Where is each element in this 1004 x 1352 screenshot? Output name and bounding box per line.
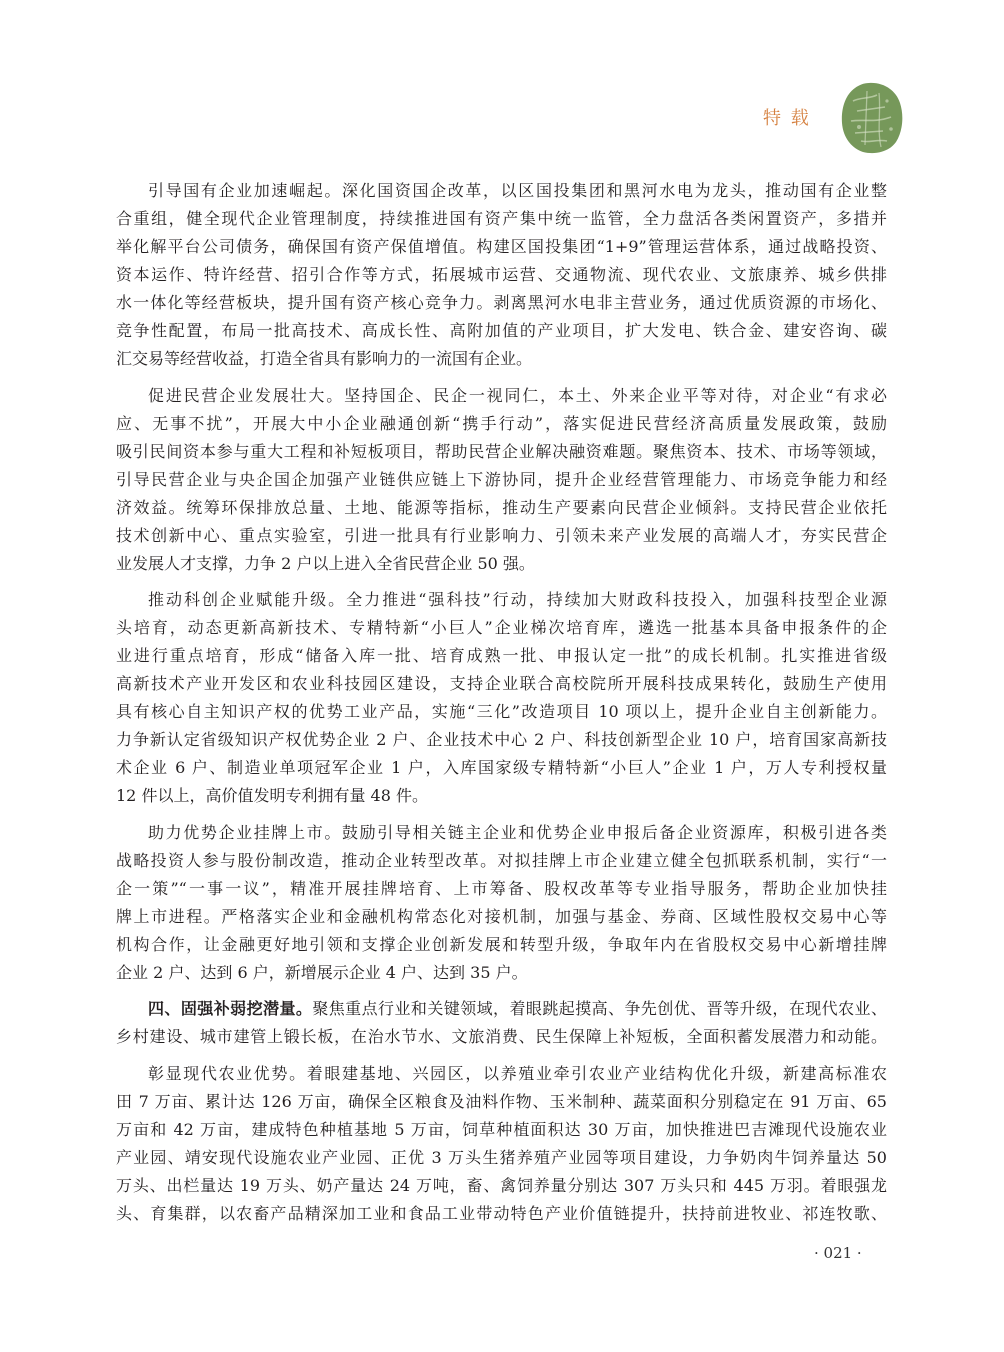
text-line: 乡村建设、城市建管上锻长板，在治水节水、文旅消费、民生保障上补短板，全面积蓄发展潜力和动能。	[116, 1027, 887, 1046]
text-line: 企业 2 户、达到 6 户，新增展示企业 4 户、达到 35 户。	[116, 962, 528, 982]
text-line: 汇交易等经营收益，打造全省具有影响力的一流国有企业。	[116, 349, 533, 368]
paragraph	[116, 177, 887, 373]
text-run: 聚焦重点行业和关键领域，着眼跳起摸高、争先创优、晋等升级，在现代农业、	[312, 999, 887, 1018]
text-line: 引导民营企业与央企国企加强产业链供应链上下游协同，提升企业经营管理能力、市场竞争能力和经	[116, 469, 887, 489]
seal-logo-icon	[839, 81, 905, 155]
text-line: 头培育，动态更新高新技术、专精特新“小巨人”企业梯次培育库，遴选一批基本具备申报条件的企	[116, 618, 887, 637]
text-line: 促进民营企业发展壮大。坚持国企、民企一视同仁，本土、外来企业平等对待，对企业“有求必	[148, 385, 887, 405]
text-line: 牌上市进程。严格落实企业和金融机构常态化对接机制，加强与基金、券商、区域性股权交易中心等	[116, 906, 887, 926]
text-line: 机构合作，让金融更好地引领和支撑企业创新发展和转型升级，争取年内在省股权交易中心新增挂牌	[116, 934, 887, 954]
text-line: 吸引民间资本参与重大工程和补短板项目，帮助民营企业解决融资难题。聚焦资本、技术、市场等领域，	[116, 441, 887, 461]
text-line: 高新技术产业开发区和农业科技园区建设，支持企业联合高校院所开展科技成果转化，鼓励生产使用	[116, 674, 887, 693]
text-line: 竞争性配置，布局一批高技术、高成长性、高附加值的产业项目，扩大发电、铁合金、建安咨询、碳	[116, 321, 887, 340]
text-line: 12 件以上，高价值发明专利拥有量 48 件。	[116, 786, 428, 805]
text-line: 水一体化等经营板块，提升国有资产核心竞争力。剥离黑河水电非主营业务，通过优质资源的市场化、	[116, 293, 887, 312]
text-line: 具有核心自主知识产权的优势工业产品，实施“三化”改造项目 10 项以上，提升企业自主创新能力。	[116, 702, 887, 721]
section-title: 特 载	[763, 108, 811, 129]
section-heading: 四、固强补弱挖潜量。	[148, 999, 313, 1018]
text-line: 战略投资人参与股份制改造，推动企业转型改革。对拟挂牌上市企业建立健全包抓联系机制，实行“一	[116, 850, 887, 870]
text-line: 济效益。统筹环保排放总量、土地、能源等指标，推动生产要素向民营企业倾斜。支持民营企业依托	[116, 497, 887, 517]
text-line: 举化解平台公司债务，确保国有资产保值增值。构建区国投集团“1+9”管理运营体系，通过战略投资、	[116, 237, 887, 256]
text-line: 产业园、靖安现代设施农业产业园、正优 3 万头生猪养殖产业园等项目建设，力争奶肉牛饲养量达 50	[116, 1147, 887, 1167]
text-line: 企一策”“一事一议”，精准开展挂牌培育、上市筹备、股权改革等专业指导服务，帮助企业加快挂	[116, 878, 887, 898]
text-line: 技术创新中心、重点实验室，引进一批具有行业影响力、引领未来产业发展的高端人才，夯实民营企	[116, 525, 887, 545]
text-line: 力争新认定省级知识产权优势企业 2 户、企业技术中心 2 户、科技创新型企业 10 户，培育国家高新技	[116, 730, 887, 749]
text-line: 万亩和 42 万亩，建成特色种植基地 5 万亩，饲草种植面积达 30 万亩，加快推进巴吉滩现代设施农业	[116, 1119, 887, 1139]
text-line: 引导国有企业加速崛起。深化国资国企改革，以区国投集团和黑河水电为龙头，推动国有企业整	[148, 181, 887, 200]
text-line: 合重组，健全现代企业管理制度，持续推进国有资产集中统一监管，全力盘活各类闲置资产，多措并	[116, 209, 887, 228]
paragraph	[116, 1060, 887, 1228]
paragraph	[116, 586, 887, 810]
text-line: 彰显现代农业优势。着眼建基地、兴园区，以养殖业牵引农业产业结构优化升级，新建高标准农	[148, 1063, 887, 1083]
text-line: 田 7 万亩、累计达 126 万亩，确保全区粮食及油料作物、玉米制种、蔬菜面积分别稳定在 91 万亩、65	[116, 1091, 887, 1111]
text-line: 推动科创企业赋能升级。全力推进“强科技”行动，持续加大财政科技投入，加强科技型企业源	[148, 590, 887, 609]
text-line	[116, 995, 887, 1023]
paragraph	[116, 819, 887, 987]
text-line: 助力优势企业挂牌上市。鼓励引导相关链主企业和优势企业申报后备企业资源库，积极引进各类	[148, 822, 887, 842]
text-line: 业发展人才支撑，力争 2 户以上进入全省民营企业 50 强。	[116, 553, 535, 573]
text-line: 应、无事不扰”，开展大中小企业融通创新“携手行动”，落实促进民营经济高质量发展政策，鼓励	[116, 413, 887, 433]
text-line: 业进行重点培育，形成“储备入库一批、培育成熟一批、申报认定一批”的成长机制。扎实推进省级	[116, 646, 887, 665]
section-heading-paragraph	[116, 995, 887, 1051]
text-line: 万头、出栏量达 19 万头、奶产量达 24 万吨，畜、禽饲养量分别达 307 万头只和 445 万羽。着眼强龙	[116, 1175, 887, 1195]
body-text	[116, 177, 887, 1236]
page-number: · 021 ·	[814, 1244, 862, 1262]
text-line: 资本运作、特许经营、招引合作等方式，拓展城市运营、交通物流、现代农业、文旅康养、城乡供排	[116, 265, 887, 284]
text-line: 术企业 6 户、制造业单项冠军企业 1 户，入库国家级专精特新“小巨人”企业 1 户，万人专利授权量	[116, 758, 887, 777]
paragraph	[116, 382, 887, 578]
text-line: 头、育集群，以农畜产品精深加工业和食品工业带动特色产业价值链提升，扶持前进牧业、祁连牧歌、	[116, 1203, 887, 1223]
